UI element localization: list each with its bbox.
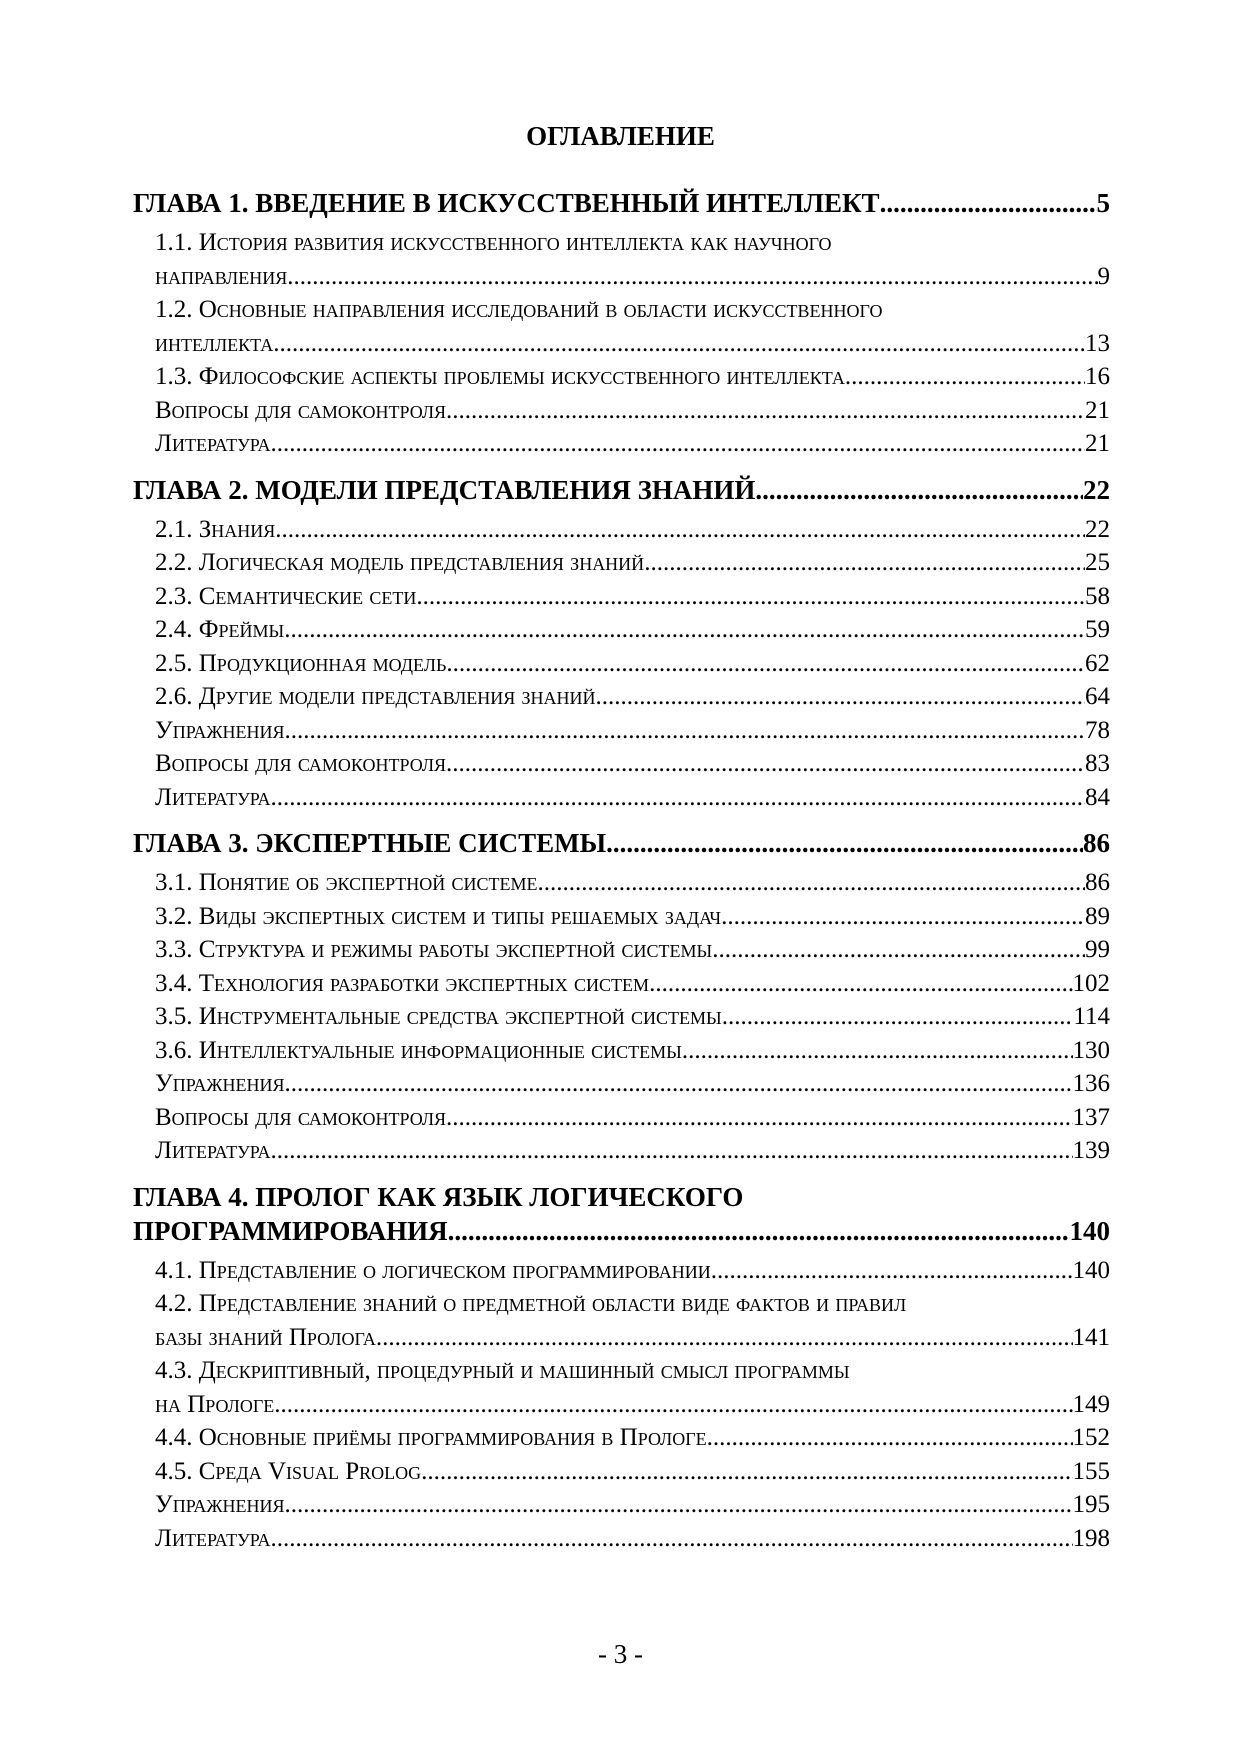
section-entry[interactable]: [133, 1522, 1110, 1556]
section-entry-title: Литература: [155, 1137, 271, 1164]
dot-leader: [271, 781, 1085, 815]
section-entry[interactable]: [133, 226, 1110, 293]
dot-leader: [880, 186, 1097, 220]
section-entry[interactable]: [133, 293, 1110, 360]
section-entry-title: 3.2. Виды экспертных систем и типы решаемых задач: [155, 902, 722, 930]
chapter-entry[interactable]: [133, 1180, 1110, 1248]
section-entry-title: 1.3. Философские аспекты проблемы искусственного интеллекта: [155, 363, 845, 390]
section-entry-page: 140: [1072, 1256, 1110, 1284]
section-entry-title: Литература: [155, 783, 271, 811]
section-entry-title: 4.4. Основные приёмы программирования в Прологе: [155, 1424, 707, 1451]
section-entry-title: базы знаний Пролога: [155, 1323, 376, 1351]
section-entry[interactable]: [133, 394, 1110, 428]
section-entry[interactable]: [133, 900, 1110, 934]
section-entry-page: 99: [1085, 936, 1110, 963]
dot-leader: [446, 747, 1085, 781]
section-entry-page: 86: [1085, 869, 1110, 896]
section-entry[interactable]: [133, 580, 1110, 614]
section-entry-title: 2.5. Продукционная модель: [155, 649, 447, 677]
section-entry-page: 195: [1072, 1491, 1110, 1518]
section-entry-page: 58: [1085, 582, 1110, 610]
section-entry[interactable]: [133, 360, 1110, 394]
chapter-entry-title: ПРОГРАММИРОВАНИЯ: [133, 1215, 448, 1246]
section-entry[interactable]: [133, 546, 1110, 580]
section-entry-title-line1: 4.2. Представление знаний о предметной области виде фактов и правил: [155, 1290, 907, 1317]
chapter-entry-page: 22: [1083, 474, 1110, 505]
section-entry-page: 141: [1072, 1323, 1110, 1351]
dot-leader: [271, 427, 1085, 461]
section-entry-page: 136: [1072, 1070, 1110, 1097]
section-entry-title: 2.4. Фреймы: [155, 616, 285, 643]
section-entry-title: 3.3. Структура и режимы работы экспертной системы: [155, 936, 713, 963]
dot-leader: [285, 714, 1085, 748]
dot-leader: [446, 647, 1085, 681]
section-entry-page: 83: [1085, 750, 1110, 777]
section-entry-page: 22: [1085, 515, 1110, 543]
dot-leader: [721, 900, 1085, 934]
section-entry-page: 16: [1085, 363, 1110, 390]
dot-leader: [707, 1421, 1073, 1455]
section-entry-title-line1: 4.3. Дескриптивный, процедурный и машинный смысл программы: [155, 1357, 850, 1384]
section-entry-title: 2.1. Знания: [155, 515, 276, 543]
section-entry-page: 152: [1072, 1424, 1110, 1451]
section-entry[interactable]: [133, 1488, 1110, 1522]
chapter-entry[interactable]: [133, 473, 1110, 507]
chapter-entry-title: ГЛАВА 3. ЭКСПЕРТНЫЕ СИСТЕМЫ: [133, 828, 607, 858]
section-entry-title: 2.2. Логическая модель представления знаний: [155, 549, 645, 576]
dot-leader: [273, 327, 1085, 361]
section-entry-page: 21: [1085, 430, 1110, 457]
section-entry-page: 9: [1097, 262, 1110, 290]
dot-leader: [448, 1214, 1070, 1248]
section-entry-page: 198: [1072, 1524, 1110, 1552]
section-entry-page: 102: [1072, 969, 1110, 997]
dot-leader: [285, 1488, 1073, 1522]
section-entry-title: 2.6. Другие модели представления знаний: [155, 683, 596, 710]
dot-leader: [644, 546, 1085, 580]
dot-leader: [606, 826, 1083, 860]
dot-leader: [421, 1455, 1072, 1489]
section-entry[interactable]: [133, 714, 1110, 748]
section-entry[interactable]: [133, 647, 1110, 681]
dot-leader: [596, 680, 1085, 714]
dot-leader: [722, 1000, 1074, 1034]
dot-leader: [275, 513, 1085, 547]
section-entry-title: 2.3. Семантические сети: [155, 582, 417, 610]
section-entry-title: 3.5. Инструментальные средства экспертной системы: [155, 1003, 722, 1030]
section-entry[interactable]: [133, 1254, 1110, 1288]
section-entry-page: 84: [1085, 783, 1110, 811]
section-entry-title: Упражнения: [155, 1491, 285, 1518]
section-entry-page: 59: [1085, 616, 1110, 643]
section-entry-title: Вопросы для самоконтроля: [155, 1103, 447, 1131]
dot-leader: [285, 1067, 1073, 1101]
section-entry-page: 149: [1072, 1390, 1110, 1418]
section-entry-title: Литература: [155, 430, 271, 457]
section-entry[interactable]: [133, 747, 1110, 781]
section-entry-title: Вопросы для самоконтроля: [155, 396, 447, 424]
section-entry-title: 3.6. Интеллектуальные информационные системы: [155, 1036, 682, 1064]
section-entry[interactable]: [133, 1421, 1110, 1455]
dot-leader: [538, 866, 1085, 900]
section-entry-page: 114: [1073, 1003, 1110, 1030]
section-entry-title: Литература: [155, 1524, 271, 1552]
section-entry[interactable]: [133, 866, 1110, 900]
section-entry[interactable]: [133, 513, 1110, 547]
section-entry-page: 130: [1072, 1036, 1110, 1064]
section-entry[interactable]: [133, 1455, 1110, 1489]
section-entry[interactable]: [133, 1000, 1110, 1034]
section-entry[interactable]: [133, 1287, 1110, 1354]
section-entry[interactable]: [133, 1101, 1110, 1135]
section-entry[interactable]: [133, 1354, 1110, 1421]
dot-leader: [755, 473, 1083, 507]
chapter-entry[interactable]: [133, 826, 1110, 860]
section-entry[interactable]: [133, 613, 1110, 647]
section-entry[interactable]: [133, 781, 1110, 815]
section-entry[interactable]: [133, 680, 1110, 714]
chapter-entry[interactable]: [133, 186, 1110, 220]
section-entry-page: 139: [1072, 1137, 1110, 1164]
section-entry[interactable]: [133, 427, 1110, 461]
section-entry-title: Упражнения: [155, 1070, 285, 1097]
section-entry-page: 137: [1072, 1103, 1110, 1131]
page-number: - 3 -: [598, 1639, 643, 1669]
dot-leader: [649, 967, 1072, 1001]
table-of-contents: [133, 186, 1110, 1555]
section-entry-title: 3.1. Понятие об экспертной системе: [155, 869, 538, 896]
section-entry-page: 21: [1085, 396, 1110, 424]
section-entry[interactable]: [133, 933, 1110, 967]
chapter-entry-page: 140: [1069, 1215, 1110, 1246]
section-entry-title: 4.1. Представление о логическом программировании: [155, 1256, 711, 1284]
section-entry[interactable]: [133, 1134, 1110, 1168]
section-entry-page: 64: [1085, 683, 1110, 710]
dot-leader: [271, 1522, 1073, 1556]
chapter-entry-title-line1: ГЛАВА 4. ПРОЛОГ КАК ЯЗЫК ЛОГИЧЕСКОГО: [133, 1181, 744, 1212]
section-entry-title: Упражнения: [155, 716, 285, 744]
section-entry-title: Вопросы для самоконтроля: [155, 750, 447, 777]
toc-title: ОГЛАВЛЕНИЕ: [526, 121, 715, 151]
section-entry[interactable]: [133, 1067, 1110, 1101]
section-entry-page: 155: [1072, 1457, 1110, 1485]
dot-leader: [711, 1254, 1073, 1288]
section-entry-title: интеллекта: [155, 329, 274, 357]
section-entry-page: 78: [1085, 716, 1110, 744]
dot-leader: [287, 260, 1097, 294]
section-entry[interactable]: [133, 967, 1110, 1001]
chapter-entry-title: ГЛАВА 1. ВВЕДЕНИЕ В ИСКУССТВЕННЫЙ ИНТЕЛЛЕКТ: [133, 188, 880, 218]
section-entry-title-line1: 1.1. История развития искусственного интеллекта как научного: [155, 229, 832, 256]
dot-leader: [682, 1034, 1073, 1068]
section-entry-title: 4.5. Среда Visual Prolog: [155, 1457, 422, 1485]
section-entry-title: направления: [155, 262, 288, 290]
chapter-entry-page: 86: [1083, 828, 1110, 858]
chapter-entry-page: 5: [1096, 188, 1110, 218]
section-entry[interactable]: [133, 1034, 1110, 1068]
dot-leader: [376, 1321, 1073, 1355]
section-entry-title: 3.4. Технология разработки экспертных систем: [155, 969, 650, 997]
section-entry-page: 13: [1085, 329, 1110, 357]
section-entry-title: на Прологе: [155, 1390, 275, 1418]
section-entry-page: 62: [1085, 649, 1110, 677]
dot-leader: [446, 394, 1085, 428]
dot-leader: [845, 360, 1085, 394]
dot-leader: [271, 1134, 1073, 1168]
chapter-entry-title: ГЛАВА 2. МОДЕЛИ ПРЕДСТАВЛЕНИЯ ЗНАНИЙ: [133, 474, 756, 505]
dot-leader: [284, 613, 1085, 647]
section-entry-page: 89: [1085, 902, 1110, 930]
dot-leader: [416, 580, 1085, 614]
dot-leader: [446, 1101, 1072, 1135]
section-entry-title-line1: 1.2. Основные направления исследований в области искусственного: [155, 296, 883, 323]
section-entry-page: 25: [1085, 549, 1110, 576]
dot-leader: [274, 1388, 1072, 1422]
dot-leader: [712, 933, 1085, 967]
